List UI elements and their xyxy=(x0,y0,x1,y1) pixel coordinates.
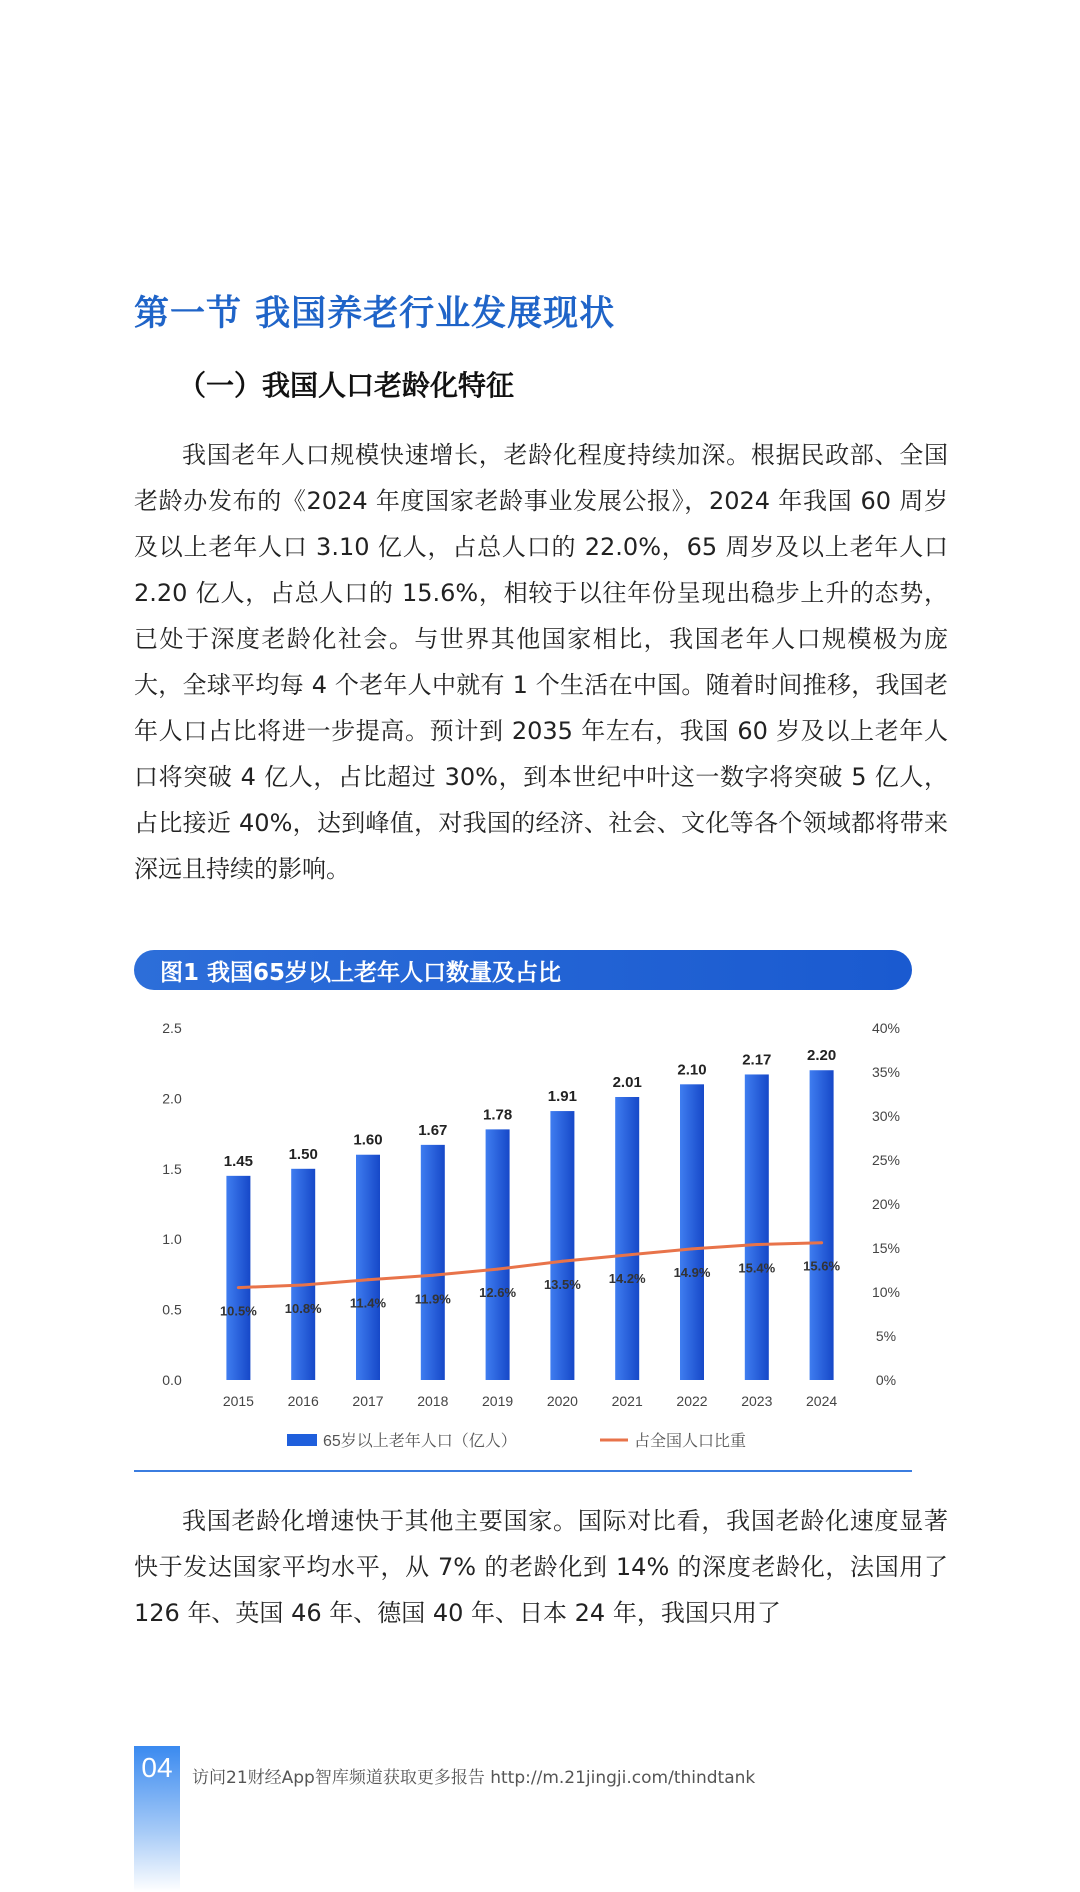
legend-label-bar: 65岁以上老年人口（亿人） xyxy=(323,1433,517,1450)
page-number: 04 xyxy=(141,1752,173,1783)
line-point xyxy=(431,1274,434,1277)
section-title: 第一节 我国养老行业发展现状 xyxy=(134,294,616,334)
bar xyxy=(226,1176,250,1380)
x-tick-label: 2015 xyxy=(222,1393,254,1409)
line-point xyxy=(755,1243,758,1246)
bar-value-label: 2.10 xyxy=(677,1061,707,1079)
line-value-label: 10.5% xyxy=(219,1303,257,1319)
line-value-label: 15.6% xyxy=(803,1258,841,1274)
body-paragraph-2: 我国老龄化增速快于其他主要国家。国际对比看，我国老龄化速度显著快于发达国家平均水平，从 7% 的老龄化到 14% 的深度老龄化，法国用了 126 年、英国 46 年、德国 40 年、日本 24 年，我国只用了 xyxy=(134,1507,948,1627)
y-right-tick-label: 30% xyxy=(871,1108,901,1124)
y-right-tick-label: 0% xyxy=(875,1372,897,1388)
line-point xyxy=(561,1260,564,1263)
y-right-tick-label: 15% xyxy=(871,1240,901,1256)
body-paragraph-1: 我国老年人口规模快速增长，老龄化程度持续加深。根据民政部、全国老龄办发布的《2024 年度国家老龄事业发展公报》，2024 年我国 60 周岁及以上老年人口 3.10 亿人，占总人口的 22.0%，65 周岁及以上老年人口 2.20 亿人，占总人口的 15.6%，相较于以往年份呈现出稳步上升的态势，已处于深度老龄化社会。与世界其他国家相比，我国老年人口规模极为庞大，全球平均每 4 个老年人中就有 1 个生活在中国。随着时间推移，我国老年人口占比将进一步提高。预计到 2035 年左右，我国 60 岁及以上老年人口将突破 4 亿人，占比超过 30%，到本世纪中叶这一数字将突破 5 亿人，占比接近 40%，达到峰值，对我国的经济、社会、文化等各个领域都将带来深远且持续的影响。 xyxy=(134,441,948,883)
bar-value-label: 1.50 xyxy=(288,1145,318,1163)
y-right-tick-label: 5% xyxy=(875,1328,897,1344)
bar xyxy=(680,1084,704,1380)
x-tick-label: 2016 xyxy=(287,1393,319,1409)
line-value-label: 10.8% xyxy=(284,1300,322,1316)
x-tick-label: 2024 xyxy=(806,1393,838,1409)
legend-swatch-bar xyxy=(287,1434,317,1446)
line-value-label: 13.5% xyxy=(543,1277,581,1293)
line-value-label: 15.4% xyxy=(738,1260,776,1276)
bar xyxy=(550,1111,574,1380)
y-right-tick-label: 35% xyxy=(871,1064,901,1080)
line-value-label: 11.9% xyxy=(414,1291,451,1307)
x-tick-label: 2019 xyxy=(482,1393,514,1409)
line-value-label: 14.9% xyxy=(673,1264,711,1280)
x-tick-label: 2018 xyxy=(417,1393,449,1409)
bar xyxy=(291,1169,315,1380)
line-value-label: 12.6% xyxy=(479,1285,517,1301)
chart-svg xyxy=(134,1000,934,1480)
line-point xyxy=(626,1254,629,1257)
figure-header xyxy=(134,950,912,990)
bar-value-label: 1.45 xyxy=(223,1152,254,1170)
line-point xyxy=(820,1241,823,1244)
bar xyxy=(810,1070,834,1380)
y-left-tick-label: 0.5 xyxy=(162,1301,182,1318)
x-tick-label: 2021 xyxy=(611,1393,643,1409)
bar-value-label: 1.67 xyxy=(418,1121,448,1139)
x-tick-label: 2020 xyxy=(546,1393,578,1409)
bar-value-label: 2.01 xyxy=(612,1073,642,1091)
x-tick-label: 2023 xyxy=(741,1393,773,1409)
y-left-tick-label: 2.5 xyxy=(162,1020,182,1036)
bar xyxy=(745,1074,769,1380)
y-right-tick-label: 25% xyxy=(871,1152,901,1168)
series-line-share xyxy=(238,1243,821,1288)
line-point xyxy=(691,1247,694,1250)
bar xyxy=(486,1129,510,1380)
subsection-title: （一）我国人口老龄化特征 xyxy=(178,369,515,402)
legend-label-line: 占全国人口比重 xyxy=(634,1433,747,1450)
bar xyxy=(421,1145,445,1380)
y-left-tick-label: 1.0 xyxy=(162,1231,182,1248)
bar-value-label: 1.78 xyxy=(482,1106,513,1124)
line-point xyxy=(237,1286,240,1289)
x-tick-label: 2017 xyxy=(352,1393,384,1409)
figure-title: 图1 我国65岁以上老年人口数量及占比 xyxy=(160,959,562,986)
bar-value-label: 1.60 xyxy=(353,1131,383,1149)
y-right-tick-label: 40% xyxy=(871,1020,901,1036)
figure-bottom-rule xyxy=(134,1470,912,1472)
y-left-tick-label: 1.5 xyxy=(162,1160,182,1177)
x-tick-label: 2022 xyxy=(676,1393,708,1409)
line-point xyxy=(302,1283,305,1286)
y-right-tick-label: 20% xyxy=(871,1196,901,1212)
y-left-tick-label: 0.0 xyxy=(162,1372,182,1388)
line-point xyxy=(496,1268,499,1271)
y-right-tick-label: 10% xyxy=(871,1284,901,1300)
line-point xyxy=(367,1278,370,1281)
bar xyxy=(615,1097,639,1380)
chart xyxy=(134,1000,934,1480)
line-value-label: 11.4% xyxy=(349,1295,387,1311)
y-left-tick-label: 2.0 xyxy=(162,1090,182,1107)
footer-text: 访问21财经App智库频道获取更多报告 http://m.21jingji.com/thindtank xyxy=(192,1768,756,1788)
bar-value-label: 1.91 xyxy=(547,1088,578,1106)
bar-value-label: 2.17 xyxy=(742,1051,772,1069)
bar xyxy=(356,1155,380,1380)
bar-value-label: 2.20 xyxy=(806,1047,837,1065)
line-value-label: 14.2% xyxy=(608,1271,646,1287)
